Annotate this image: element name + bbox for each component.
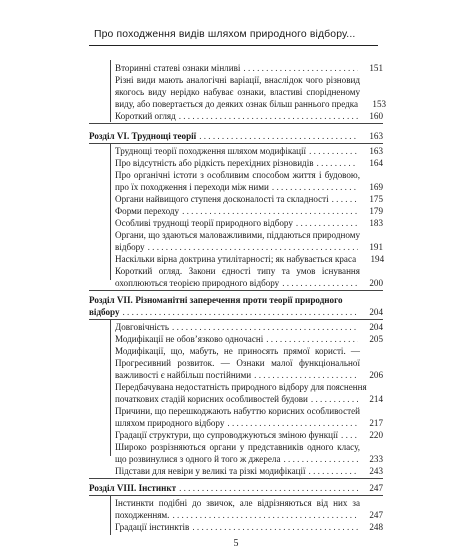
section-name: Труднощі теорії bbox=[131, 131, 197, 141]
toc-entry[interactable] bbox=[115, 110, 383, 122]
toc-entry-text: Вторинні статеві ознаки мінливі bbox=[115, 63, 241, 73]
toc-entry[interactable] bbox=[115, 333, 383, 345]
leader-dots bbox=[338, 429, 358, 441]
toc-entry-text: початкових стадій корисних особливостей будови bbox=[115, 394, 308, 404]
toc-entry-text: охоплюються теорією природного відбору bbox=[115, 278, 280, 288]
toc-entry[interactable] bbox=[115, 145, 383, 157]
toc-entry-page: 194 bbox=[370, 254, 385, 264]
toc-entry-text: Про відсутність або рідкість перехідних різновидів bbox=[115, 158, 314, 168]
toc-entry-page: 243 bbox=[369, 466, 383, 476]
toc-entry-page: 214 bbox=[369, 394, 383, 404]
section-label: Розділ VII. bbox=[89, 295, 133, 305]
toc-entry-line: Модифікації, що, мабуть, не приносять прямої користі. — bbox=[115, 346, 360, 356]
toc-entry-text: Модифікації не обов’язково одночасні bbox=[115, 334, 264, 344]
toc-entry-page: 220 bbox=[369, 430, 383, 440]
leader-dots bbox=[240, 62, 358, 74]
section-label: Розділ VIII. bbox=[89, 483, 137, 493]
toc-entry-text: Градації інстинктів bbox=[115, 522, 190, 532]
toc-entry[interactable] bbox=[115, 393, 383, 405]
indent-bar bbox=[110, 143, 111, 280]
leader-dots bbox=[251, 369, 358, 381]
toc-entry[interactable] bbox=[115, 241, 383, 253]
toc-entry-line: Про органічні істоти з особливим способом життя і будовою, bbox=[115, 170, 360, 180]
leader-dots bbox=[308, 393, 358, 405]
toc-entry-page: 160 bbox=[369, 111, 383, 121]
toc-entry-text: що розвинулися з одного й того ж джерела bbox=[115, 454, 281, 464]
section-name: Інстинкт bbox=[138, 483, 177, 493]
toc-entry[interactable] bbox=[115, 429, 383, 441]
toc-entry[interactable] bbox=[115, 181, 383, 193]
toc-entry-text: Наскільки вірна доктрина утилітарності; як набувається краса bbox=[115, 254, 357, 264]
toc-entry-line: якогось виду нерідко набуває ознаки, властиві спорідненому bbox=[115, 87, 360, 97]
toc-entry-text: виду, або повертається до деяких ознак більш раннього предка bbox=[115, 99, 359, 109]
toc-entry[interactable] bbox=[115, 465, 383, 477]
toc-entry-page: 151 bbox=[369, 63, 383, 73]
toc-entry-text: Короткий огляд bbox=[115, 111, 176, 121]
section-heading-vii-cont[interactable] bbox=[89, 306, 383, 318]
toc-entry-page: 248 bbox=[369, 522, 383, 532]
toc-entry-text: Органи найвищого ступеня досконалості та складності bbox=[115, 194, 329, 204]
toc-entry[interactable] bbox=[115, 157, 383, 169]
toc-entry-page: 164 bbox=[369, 158, 383, 168]
toc-entry[interactable] bbox=[115, 521, 383, 533]
toc-entry-line: Прогресивний розвиток. — Ознаки малої функціональної bbox=[115, 358, 360, 368]
leader-dots bbox=[176, 110, 358, 122]
section-name: Різноманітні заперечення проти теорії природного bbox=[135, 295, 343, 305]
toc-entry-page: 206 bbox=[369, 370, 383, 380]
leader-dots bbox=[306, 465, 358, 477]
toc-entry-page: 183 bbox=[369, 218, 383, 228]
section-rule bbox=[89, 319, 383, 320]
toc-entry-page: 200 bbox=[369, 278, 383, 288]
toc-entry-text: про їх походження і переходи між ними bbox=[115, 182, 269, 192]
section-heading-viii[interactable] bbox=[89, 482, 383, 494]
running-header: Про походження видів шляхом природного відбору... bbox=[94, 29, 356, 40]
toc-entry-page: 175 bbox=[369, 194, 383, 204]
leader-dots bbox=[281, 453, 359, 465]
toc-entry-text: шляхом природного відбору bbox=[115, 418, 225, 428]
toc-entry[interactable] bbox=[115, 453, 383, 465]
toc-entry-page: 233 bbox=[369, 454, 383, 464]
leader-dots bbox=[306, 145, 358, 157]
toc-entry[interactable] bbox=[115, 217, 383, 229]
toc-entry[interactable] bbox=[115, 62, 383, 74]
leader-dots bbox=[269, 181, 358, 193]
toc-entry-text: Особливі труднощі теорії природного відбору bbox=[115, 218, 293, 228]
leader-dots bbox=[329, 193, 358, 205]
toc-entry[interactable] bbox=[115, 277, 383, 289]
toc-entry-line: Інстинкти подібні до звичок, але відрізняються від них за bbox=[115, 498, 360, 508]
toc-entry-page: 205 bbox=[369, 334, 383, 344]
leader-dots bbox=[224, 417, 358, 429]
section-rule bbox=[89, 290, 383, 291]
toc-entry-page: 204 bbox=[369, 322, 383, 332]
leader-dots bbox=[263, 333, 358, 345]
toc-entry[interactable] bbox=[115, 98, 387, 110]
section-rule bbox=[89, 143, 383, 144]
toc-entry-line: Короткий огляд. Закони єдності типу та умов існування bbox=[115, 266, 360, 276]
toc-entry[interactable] bbox=[115, 321, 383, 333]
toc-entry-text: Підстави для невіри у великі та різкі модифікації bbox=[115, 466, 306, 476]
section-heading-vi[interactable] bbox=[89, 130, 383, 142]
toc-entry[interactable] bbox=[115, 205, 383, 217]
leader-dots bbox=[120, 306, 359, 318]
section-page: 163 bbox=[369, 131, 383, 141]
toc-entry-page: 191 bbox=[369, 242, 383, 252]
section-page: 247 bbox=[369, 483, 383, 493]
toc-entry-page: 169 bbox=[369, 182, 383, 192]
indent-bar bbox=[110, 60, 111, 122]
toc-entry-text: Форми переходу bbox=[115, 206, 180, 216]
toc-entry[interactable] bbox=[115, 253, 383, 265]
section-title bbox=[89, 482, 176, 494]
toc-entry-text: відбору bbox=[115, 242, 145, 252]
indent-bar bbox=[110, 495, 111, 535]
toc-entry-text: важливості є найбільш постійними bbox=[115, 370, 252, 380]
toc-entry[interactable] bbox=[115, 193, 383, 205]
toc-entry-line: Широко розрізняються органи у представників одного класу, bbox=[115, 442, 360, 452]
toc-entry-text: Труднощі теорії походження шляхом модифікації bbox=[115, 146, 307, 156]
section-name-cont: відбору bbox=[89, 307, 120, 317]
leader-dots bbox=[314, 157, 358, 169]
indent-bar bbox=[110, 319, 111, 456]
section-page: 204 bbox=[369, 307, 383, 317]
toc-entry-page: 247 bbox=[369, 510, 383, 520]
toc-entry[interactable] bbox=[115, 369, 383, 381]
toc-entry-page: 163 bbox=[369, 146, 383, 156]
leader-dots bbox=[169, 321, 358, 333]
leader-dots bbox=[293, 217, 358, 229]
leader-dots bbox=[189, 521, 358, 533]
toc-entry-text: Довговічність bbox=[115, 322, 170, 332]
leader-dots bbox=[169, 509, 358, 521]
section-rule bbox=[89, 478, 383, 479]
leader-dots bbox=[176, 482, 358, 494]
toc-entry-line: Причини, що перешкоджають набуттю корисних особливостей bbox=[115, 406, 360, 416]
section-title bbox=[89, 130, 196, 142]
toc-entry-line: Різні види мають аналогічні варіації, внаслідок чого різновид bbox=[115, 75, 360, 85]
section-rule bbox=[89, 123, 383, 124]
toc-entry-line: Органи, що здаються маловажливими, піддаються природному bbox=[115, 230, 360, 240]
toc-entry-text: походженням. bbox=[115, 510, 170, 520]
toc-entry-line: Передбачувана недостатність природного відбору для пояснення bbox=[115, 382, 367, 392]
toc-entry[interactable] bbox=[115, 509, 383, 521]
toc-entry[interactable] bbox=[115, 417, 383, 429]
page-number: 5 bbox=[233, 538, 239, 549]
leader-dots bbox=[196, 130, 358, 142]
toc-entry-page: 217 bbox=[369, 418, 383, 428]
leader-dots bbox=[145, 241, 358, 253]
toc-entry-page: 153 bbox=[372, 99, 387, 109]
leader-dots bbox=[179, 205, 358, 217]
toc-entry-page: 179 bbox=[369, 206, 383, 216]
leader-dots bbox=[279, 277, 358, 289]
section-label: Розділ VI. bbox=[89, 131, 130, 141]
toc-entry-text: Градації структури, що супроводжуються зміною функції bbox=[115, 430, 339, 440]
section-rule bbox=[89, 495, 383, 496]
section-heading-vii[interactable] bbox=[89, 294, 343, 306]
